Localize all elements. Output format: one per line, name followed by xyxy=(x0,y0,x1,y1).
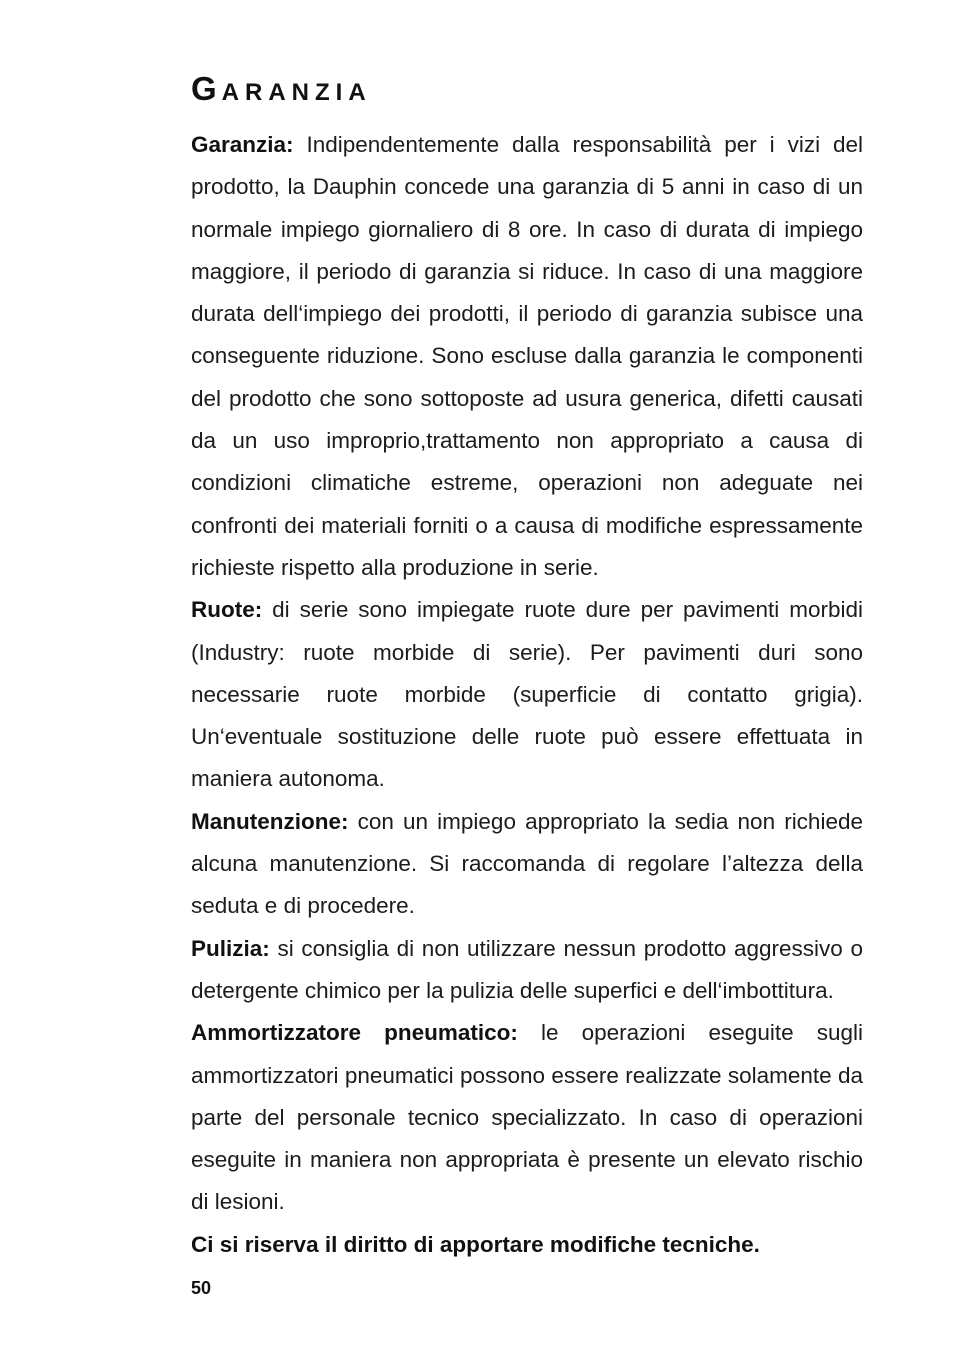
section-ammortizzatore xyxy=(191,1012,863,1223)
section-label: Ruote: xyxy=(191,597,263,623)
section-text: si consiglia di non utilizzare nessun prodotto aggressivo o detergente chimico per la pulizia delle superfici e dell‘imbottitura. xyxy=(191,935,863,1003)
section-label: Ammortizzatore pneumatico: xyxy=(191,1020,518,1046)
page-number: 50 xyxy=(191,1278,212,1298)
section-label: Pulizia: xyxy=(191,935,270,961)
section-garanzia xyxy=(191,124,863,589)
body-text xyxy=(191,124,863,1266)
section-pulizia xyxy=(191,928,863,1013)
section-text: le operazioni eseguite sugli ammortizzatori pneumatici possono essere realizzate solamente da parte del personale tecnico specializzato. In caso di operazioni eseguite in maniera non appropriata è presente un elevato rischio di lesioni. xyxy=(191,1020,863,1215)
section-label: Manutenzione: xyxy=(191,808,349,834)
section-text: Indipendentemente dalla responsabilità per i vizi del prodotto, la Dauphin concede una garanzia di 5 anni in caso di un normale impiego giornaliero di 8 ore. In caso di durata di impiego maggiore, il periodo di garanzia si riduce. In caso di una maggiore durata dell‘impiego dei prodotti, il periodo di garanzia subisce una conseguente riduzione. Sono escluse dalla garanzia le componenti del prodotto che sono sottoposte ad usura generica, difetti causati da un uso improprio,trattamento non appropriato a causa di condizioni climatiche estreme, operazioni non adeguate nei confronti dei materiali forniti o a causa di modifiche espressamente richieste rispetto alla produzione in serie. xyxy=(191,132,863,580)
section-text: con un impiego appropriato la sedia non richiede alcuna manutenzione. Si raccomanda di regolare l’altezza della seduta e di procedere. xyxy=(191,808,863,919)
section-manutenzione xyxy=(191,801,863,928)
section-ruote xyxy=(191,589,863,800)
section-text: di serie sono impiegate ruote dure per pavimenti morbidi (Industry: ruote morbide di serie). Per pavimenti duri sono necessarie ruote morbide (superficie di contatto grigia). Un‘eventuale sostituzione delle ruote può essere effettuata in maniera autonoma. xyxy=(191,597,863,792)
section-label: Garanzia: xyxy=(191,132,294,157)
title-first-letter: G xyxy=(191,70,222,107)
title-rest: ARANZIA xyxy=(221,79,372,106)
closing-note: Ci si riserva il diritto di apportare modifiche tecniche. xyxy=(191,1231,760,1257)
page-title xyxy=(191,72,372,110)
